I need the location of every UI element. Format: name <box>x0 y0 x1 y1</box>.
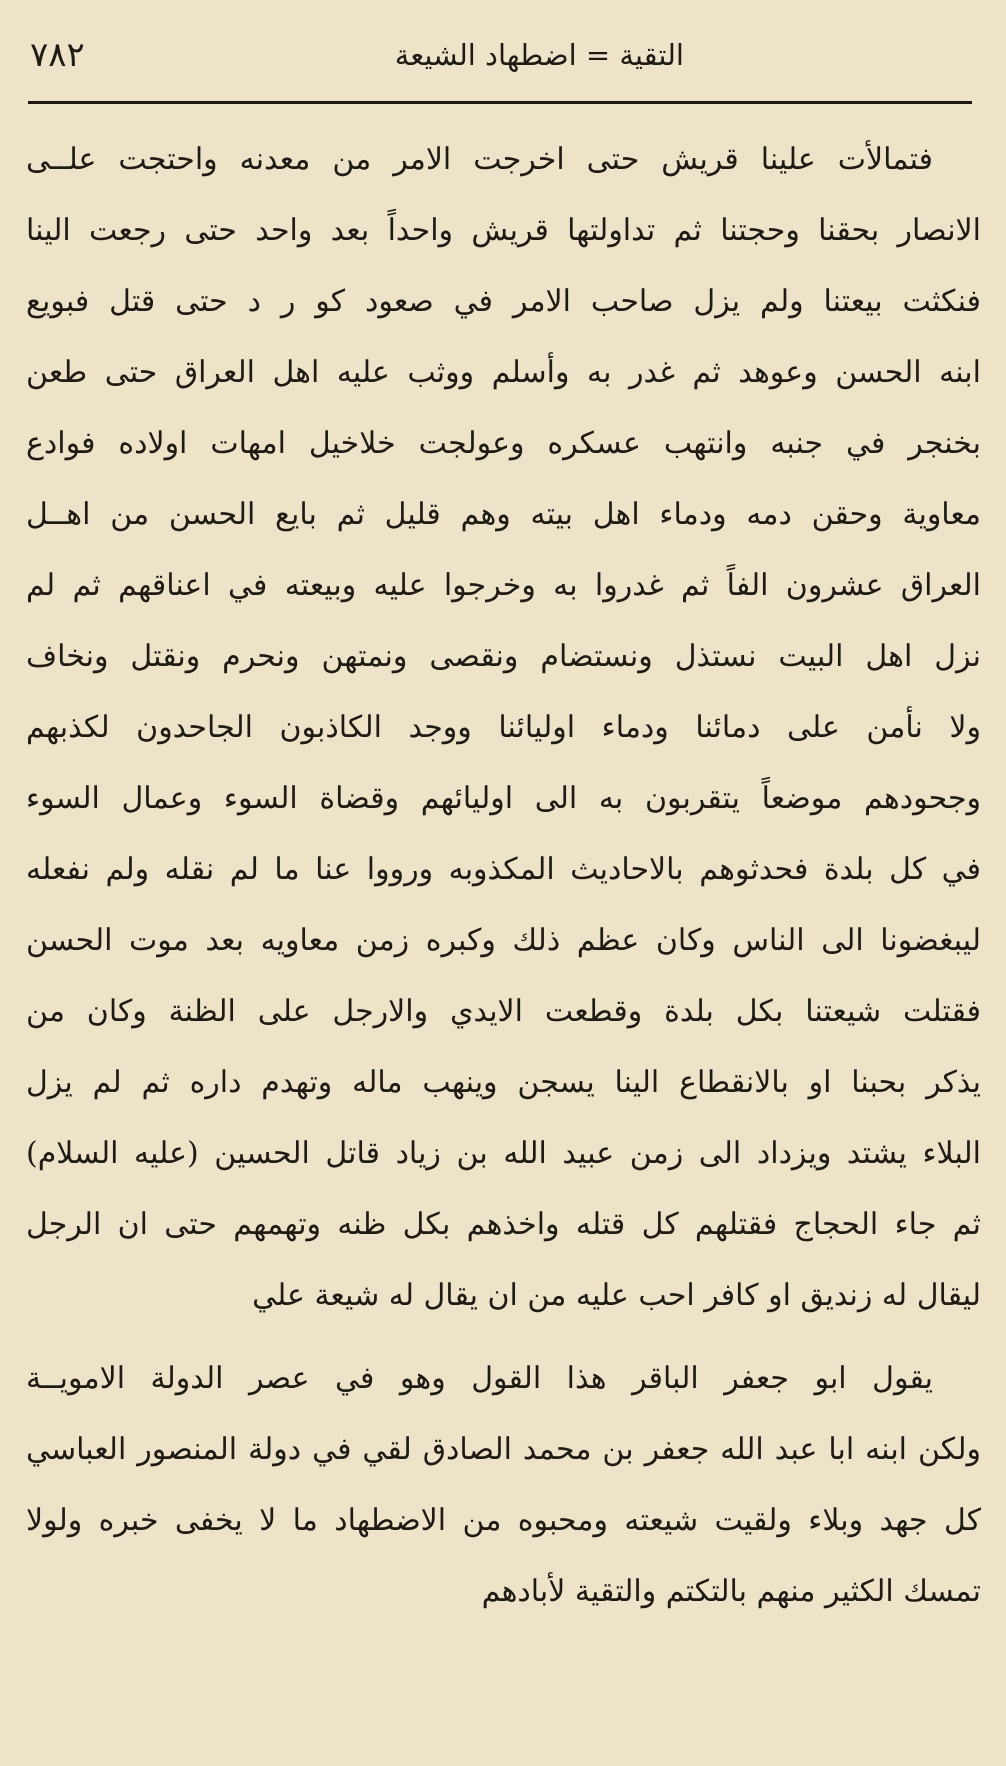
running-title: التقية = اضطهاد الشيعة <box>394 38 684 72</box>
text-line: نزل اهل البيت نستذل ونستضام ونقصى ونمتهن ونحرم ونقتل ونخاف <box>26 639 981 674</box>
text-line: ثم جاء الحجاج فقتلهم كل قتله واخذهم بكل ظنه وتهمهم حتى ان الرجل <box>26 1207 981 1242</box>
text-line: تمسك الكثير منهم بالتكتم والتقية لأبادهم <box>481 1574 981 1609</box>
text-line: العراق عشرون الفاً ثم غدروا به وخرجوا عليه وبيعته في اعناقهم ثم لم <box>26 568 981 603</box>
text-line: ابنه الحسن وعوهد ثم غدر به وأسلم ووثب عليه اهل العراق حتى طعن <box>26 355 981 390</box>
text-line: البلاء يشتد ويزداد الى زمن عبيد الله بن زياد قاتل الحسين (عليه السلام) <box>26 1136 981 1171</box>
page-number: ٧٨٢ <box>30 35 85 75</box>
text-line: في كل بلدة فحدثوهم بالاحاديث المكذوبه ورووا عنا ما لم نقله ولم نفعله <box>26 852 981 887</box>
paragraph-2 <box>26 1343 981 1627</box>
text-line: ليقال له زنديق او كافر احب عليه من ان يقال له شيعة علي <box>252 1278 981 1313</box>
body-text <box>26 124 981 1627</box>
text-line: كل جهد وبلاء ولقيت شيعته ومحبوه من الاضطهاد ما لا يخفى خبره ولولا <box>26 1503 981 1538</box>
text-line: يقول ابو جعفر الباقر هذا القول وهو في عصر الدولة الامويــة <box>26 1361 933 1396</box>
paragraph-gap <box>26 1331 981 1343</box>
text-line: ليبغضونا الى الناس وكان عظم ذلك وكبره زمن معاويه بعد موت الحسن <box>26 923 981 958</box>
text-line: يذكر بحبنا او بالانقطاع الينا يسجن وينهب ماله وتهدم داره ثم لم يزل <box>26 1065 981 1100</box>
text-line: ولكن ابنه ابا عبد الله جعفر بن محمد الصادق لقي في دولة المنصور العباسي <box>26 1432 981 1467</box>
paragraph-1 <box>26 124 981 1331</box>
text-line: فنكثت بيعتنا ولم يزل صاحب الامر في صعود كو ر د حتى قتل فبويع <box>26 284 981 319</box>
text-line: معاوية وحقن دمه ودماء اهل بيته وهم قليل ثم بايع الحسن من اهــل <box>26 497 981 532</box>
text-line: وجحودهم موضعاً يتقربون به الى اوليائهم وقضاة السوء وعمال السوء <box>26 781 981 816</box>
text-line: الانصار بحقنا وحجتنا ثم تداولتها قريش واحداً بعد واحد حتى رجعت الينا <box>26 213 981 248</box>
text-line: فتمالأت علينا قريش حتى اخرجت الامر من معدنه واحتجت علــى <box>26 142 933 177</box>
text-line: فقتلت شيعتنا بكل بلدة وقطعت الايدي والارجل على الظنة وكان من <box>26 994 981 1029</box>
header-rule <box>28 101 972 104</box>
text-line: ولا نأمن على دمائنا ودماء اوليائنا ووجد الكاذبون الجاحدون لكذبهم <box>26 710 981 745</box>
page-header <box>30 20 976 90</box>
text-line: بخنجر في جنبه وانتهب عسكره وعولجت خلاخيل امهات اولاده فوادع <box>26 426 981 461</box>
